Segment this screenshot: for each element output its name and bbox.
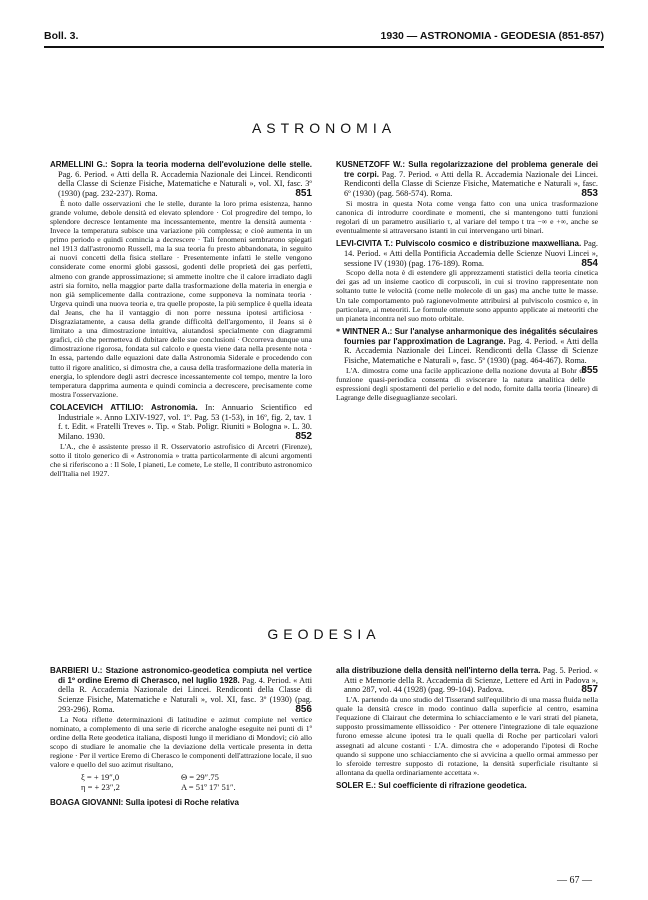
entry-soler-author-title: SOLER E.: Sul coefficiente di rifrazione geodetica.: [336, 780, 527, 790]
section-title-astronomia: ASTRONOMIA: [251, 120, 397, 136]
entry-856-number: 856: [295, 703, 312, 715]
formula-eta: η = + 23″,2: [81, 781, 120, 792]
entry-855-author-title: WINTNER A.: Sur l'analyse anharmonique des inégalités séculaires fournies par l'approximation de Lagrange.: [342, 326, 598, 346]
section-title-geodesia: GEODESIA: [267, 626, 381, 642]
entry-856-author-title: BARBIERI U.: Stazione astronomico-geodetica compiuta nel vertice di 1º ordine Eremo di Cherasco, nel luglio 1928.: [50, 666, 312, 685]
entry-851-abstract: È noto dalle osservazioni che le stelle, durante la loro prima esistenza, hanno grande volume, debole densità ed elevato splendore · Col progredire del tempo, lo splendore decresce lentamente ma incessantemente, mentre la densità aumenta · Invece la temperatura subisce una variazione più complessa; e cioè aumenta in un primo periodo e quindi comincia a decrescere · Tali fenomeni sembrarono spiegati nel 1913 dall'astronomo Russell, ma la sua teoria fu presto abbandonata, in seguito ai nuovi concetti della fisica stellare · Presentemente infatti le stelle vengono considerate come enormi globi gassosi, godenti delle proprietà dei gas perfetti, almeno con grande approssimazione; si ammette inoltre che il calore irradiato dagli astri sia fornito, nella maggior parte dalla trasformazione della materia in energia e non già semplicemente dalla contrazione, come supponeva la nominata teoria · Urgeva quindi una nuova teoria e, tra quelle proposte, la più semplice è quella ideata dal Jeans, che ha il vantaggio di non porre nessuna ipotesi artificiosa · Disgraziatamente, a causa della grande difficoltà dell'argomento, il Jeans si è limitato a una dimostrazione intuitiva, aiutandosi specialmente con diagrammi grafici, ciò che permetteva di dubitare delle sue conclusioni · Occorreva dunque una dimostrazione rigorosa, fondata sul calcolo e questa viene data nella presente nota · In essa, partendo dalle equazioni date dalla Astronomia Siderale e procedendo con tutto il rigore analitico, si dimostra che, a causa della trasformazione della materia in energia, lo splendore degli astri decresce incessantemente col tempo, mentre la loro temperatura dapprima aumenta e quindi comincia a decrescere, precisamente come mostra l'osservazione.: [50, 198, 312, 399]
entry-boaga-heading: [50, 798, 312, 808]
formula-xi: ξ = + 19″,0: [81, 772, 120, 783]
entry-852: [50, 403, 312, 478]
entry-853-reference: Pag. 7. Period. « Atti della R. Accademia Nazionale dei Lincei. Rendiconti della Classe di Scienze Fisiche, Matematiche e Naturali », fasc. 6º (1930) (pag. 568-574). Roma.: [344, 169, 598, 199]
entry-851: [50, 160, 312, 399]
entry-854-abstract: Scopo della nota è di estendere gli apprezzamenti statistici della teoria cinetica dei gas ad un insieme caotico di corpuscoli, in cui si trovino rappresentate non soltanto tutte le velocità (come nelle molecole di un gas) ma anche tutte le masse. Un tale comportamento può ragionevolmente attribuirsi al pulviscolo cosmico e, in particolare, ai meteoriti. Le formule ottenute sono appunto applicate ai meteoriti che un pianeta incontra nel suo moto orbitale.: [336, 268, 598, 323]
bulletin-number: Boll. 3.: [44, 30, 79, 42]
entry-851-reference: Pag. 6. Period. « Atti della R. Accademia Nazionale dei Lincei. Rendiconti della Classe di Scienze Fisiche, Matematiche e Naturali », vol. XI, fasc. 3º (1930) (pag. 232-237). Roma.: [58, 169, 312, 199]
entry-852-abstract: L'A., che è assistente presso il R. Osservatorio astrofisico di Arcetri (Firenze), sotto il titolo generico di « Astronomia » tratta particolarmente di alcuni argomenti che si riferiscono a : Il Sole, I pianeti, Le comete, Le stelle, Il contributo astronomico dell'Italia nel 1927.: [50, 441, 312, 478]
entry-852-reference: In: Annuario Scientifico ed Industriale ». Anno LXIV-1927, vol. 1º. Pag. 53 (1-53), in 16º, fig. 2, tav. 1 f. t. Edit. « Fratelli Treves ». Tip. « Stab. Poligr. Riuniti » Bologna ». L. 30. Milano. 1930.: [58, 402, 313, 441]
entry-856-reference: Pag. 4. Period. « Atti della R. Accademia Nazionale dei Lincei. Rendiconti della Classe di Scienze Fisiche, Matematiche e Naturali », vol. XI, fasc. 3º (1930) (pag. 293-296). Roma.: [58, 675, 312, 714]
header-title: 1930 — ASTRONOMIA - GEODESIA (851-857): [380, 30, 604, 42]
entry-855-abstract: L'A. dimostra come una facile applicazione della nozione dovuta al Bohr di funzione quasi-periodica consenta di sviscerare la natura analitica delle espressioni degli spostamenti del perielio e del nodo, fornite dalla teoria (lineare) di Lagrange delle diseguaglianze secolari.: [336, 365, 598, 402]
entry-852-heading: [50, 403, 312, 442]
entry-851-heading: [50, 160, 312, 199]
entry-856: [50, 666, 312, 792]
entry-853: [336, 160, 598, 235]
entry-857-reference: Pag. 5. Period. « Atti e Memorie della R. Accademia di Scienze, Lettere ed Arti in Padova », anno 287, vol. 44 (1928) (pag. 99-104). Padova.: [344, 666, 598, 695]
entry-851-number: 851: [295, 188, 312, 200]
entry-857: [336, 666, 598, 777]
entry-855-heading: [336, 326, 598, 376]
deviation-formula: [50, 773, 312, 792]
entry-854-heading: [336, 239, 598, 268]
entry-857-abstract: L'A. partendo da uno studio del Tisserand sull'equilibrio di una massa fluida nella quale la densità cresce in modo continuo dalla superficie al centro, esamina l'equazione di Clairaut che determina lo schiacciamento e le vari strati del pianeta, supposto prossimamente ellissoidico · Per ottenere l'integrazione di tale equazione furono emesse alcune ipotesi tra le quali quella di Roche per particolari valori assegnati ad alcune costanti · L'A. dimostra che « adoperando l'ipotesi di Roche quando si suppone uno schiacciamento che si avvicina a quello ormai ammesso per lo sferoide terrestre supposto di rotazione, la densità superficiale risultante si allontana da quella ordinariamente accettata ».: [336, 695, 598, 777]
astronomia-right-column: [336, 160, 598, 406]
entry-855-asterisk: *: [336, 326, 341, 336]
entry-856-abstract: La Nota riflette determinazioni di latitudine e azimut compiute nel vertice nominato, a complemento di una serie di ricerche analoghe eseguite nei punti di 1º ordine della Rete geodetica italiana, disposti lungo il meridiano di Mondovì; ciò allo scopo di studiare le anomalie che la deviazione della verticale presenta in detta regione · Per il vertice Eremo di Cherasco le componenti dell'attrazione locale, il suo valore e quello del suo azimut risultano,: [50, 714, 312, 769]
entry-boaga-author-title: BOAGA GIOVANNI: Sulla ipotesi di Roche relativa: [50, 798, 239, 808]
entry-855-number: 855: [581, 364, 598, 376]
entry-852-author-title: COLACEVICH ATTILIO: Astronomia.: [50, 402, 198, 412]
entry-857-heading: [336, 666, 598, 695]
geodesia-left-column: [50, 666, 312, 808]
entry-853-heading: [336, 160, 598, 199]
running-header: [44, 30, 604, 48]
entry-856-heading: [50, 666, 312, 715]
entry-854-reference: Pag. 14. Period. « Atti della Pontificia Accademia delle Scienze Nuovi Lincei », sessione IV (1930) (pag. 176-189). Roma.: [344, 239, 598, 268]
entry-857-title-continued: alla distribuzione della densità nell'interno della terra.: [336, 666, 541, 675]
entry-854-number: 854: [581, 257, 598, 269]
geodesia-right-column: [336, 666, 598, 791]
entry-854: [336, 239, 598, 323]
entry-853-abstract: Si mostra in questa Nota come venga fatto con una unica trasformazione canonica di introdurre coordinate e momenti, che si mantengono tutti funzioni regolari di un parametro ausiliario τ, al variare del tempo t tra −∞ e +∞, anche se eventualmente si attraversano istanti in cui intervengano urti binari.: [336, 198, 598, 236]
formula-theta: Θ = 29″.75: [181, 772, 219, 783]
entry-855: [336, 327, 598, 402]
page-number: — 67 —: [557, 875, 592, 886]
entry-855-reference: Pag. 4. Period. « Atti della R. Accademia Nazionale dei Lincei. Rendiconti della Classe di Scienze Fisiche, Matematiche e Naturali », fasc. 5º (1930) (pag. 464-467). Roma.: [344, 336, 598, 365]
formula-azimuth: A = 51º 17′ 51″.: [181, 781, 236, 792]
entry-851-author-title: ARMELLINI G.: Sopra la teoria moderna dell'evoluzione delle stelle.: [50, 160, 312, 169]
entry-852-number: 852: [295, 430, 312, 442]
entry-854-author-title: LEVI-CIVITA T.: Pulviscolo cosmico e distribuzione maxwelliana.: [336, 239, 582, 249]
entry-857-number: 857: [581, 684, 598, 696]
entry-soler-heading: [336, 781, 598, 791]
entry-853-number: 853: [581, 188, 598, 200]
astronomia-left-column: [50, 160, 312, 482]
entry-853-author-title: KUSNETZOFF W.: Sulla regolarizzazione del problema generale dei tre corpi.: [336, 160, 598, 179]
